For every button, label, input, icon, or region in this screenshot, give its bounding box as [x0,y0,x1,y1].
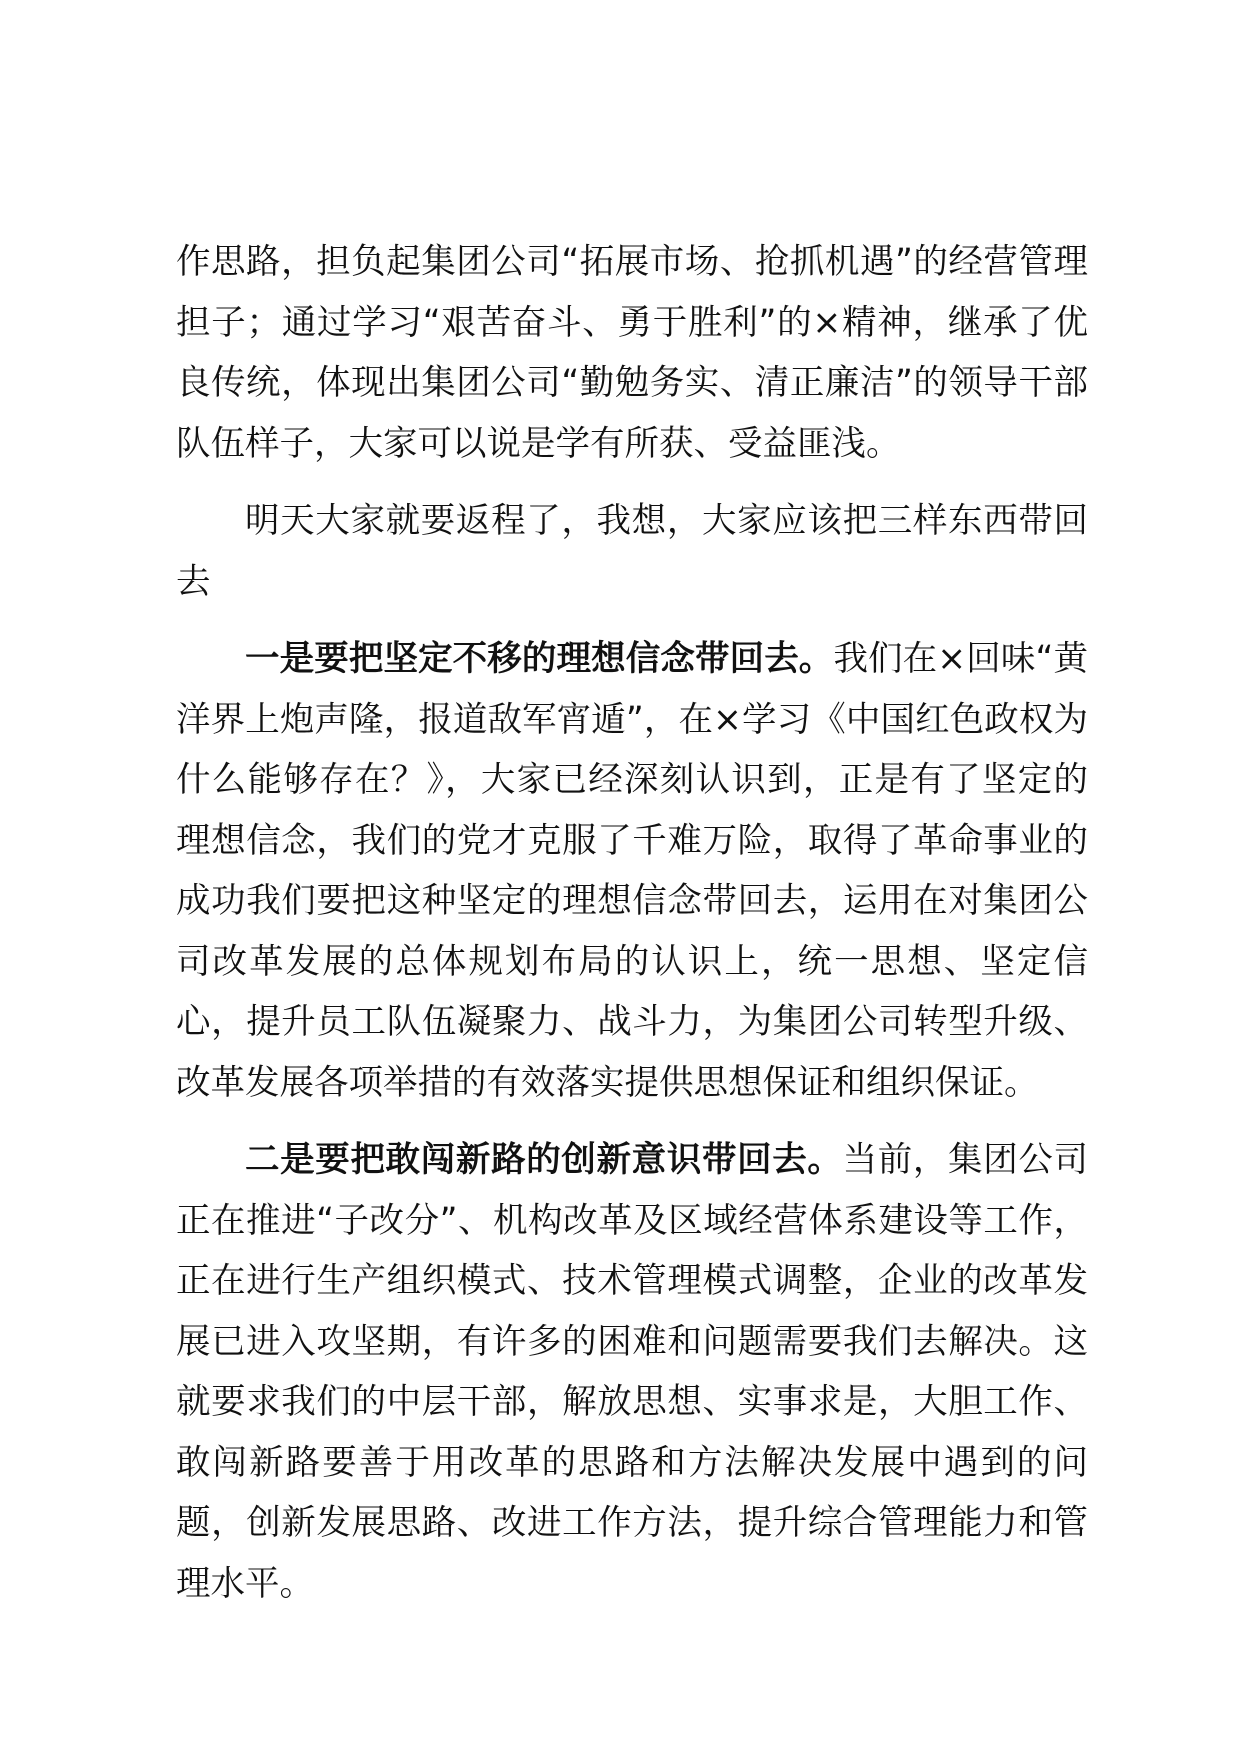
paragraph-lead: 二是要把敢闯新路的创新意识带回去。 [245,1140,843,1180]
paragraph-point-two [176,1130,1088,1614]
paragraph-point-one [176,629,1088,1113]
paragraph-lead: 一是要把坚定不移的理想信念带回去。 [245,639,834,679]
paragraph-intro [176,491,1088,612]
paragraph-text: 我们在×回味“黄洋界上炮声隆，报道敌军宵遁”，在×学习《中国红色政权为什么能够存在？》，大家已经深刻认识到，正是有了坚定的理想信念，我们的党才克服了千难万险，取得了革命事业的成功我们要把这种坚定的理想信念带回去，运用在对集团公司改革发展的总体规划布局的认识上，统一思想、坚定信心，提升员工队伍凝聚力、战斗力，为集团公司转型升级、改革发展各项举措的有效落实提供思想保证和组织保证。 [176,639,1089,1103]
paragraph-continuation [176,232,1088,474]
paragraph-text: 当前，集团公司正在推进“子改分”、机构改革及区域经营体系建设等工作，正在进行生产组织模式、技术管理模式调整，企业的改革发展已进入攻坚期，有许多的困难和问题需要我们去解决。这就要求我们的中层干部，解放思想、实事求是，大胆工作、敢闯新路要善于用改革的思路和方法解决发展中遇到的问题，创新发展思路、改进工作方法，提升综合管理能力和管理水平。 [176,1140,1089,1604]
paragraph-text: 作思路，担负起集团公司“拓展市场、抢抓机遇”的经营管理担子；通过学习“艰苦奋斗、勇于胜利”的×精神，继承了优良传统，体现出集团公司“勤勉务实、清正廉洁”的领导干部队伍样子，大家可以说是学有所获、受益匪浅。 [176,242,1088,464]
paragraph-text: 明天大家就要返程了，我想，大家应该把三样东西带回去 [176,501,1088,602]
document-body [176,232,1088,1614]
